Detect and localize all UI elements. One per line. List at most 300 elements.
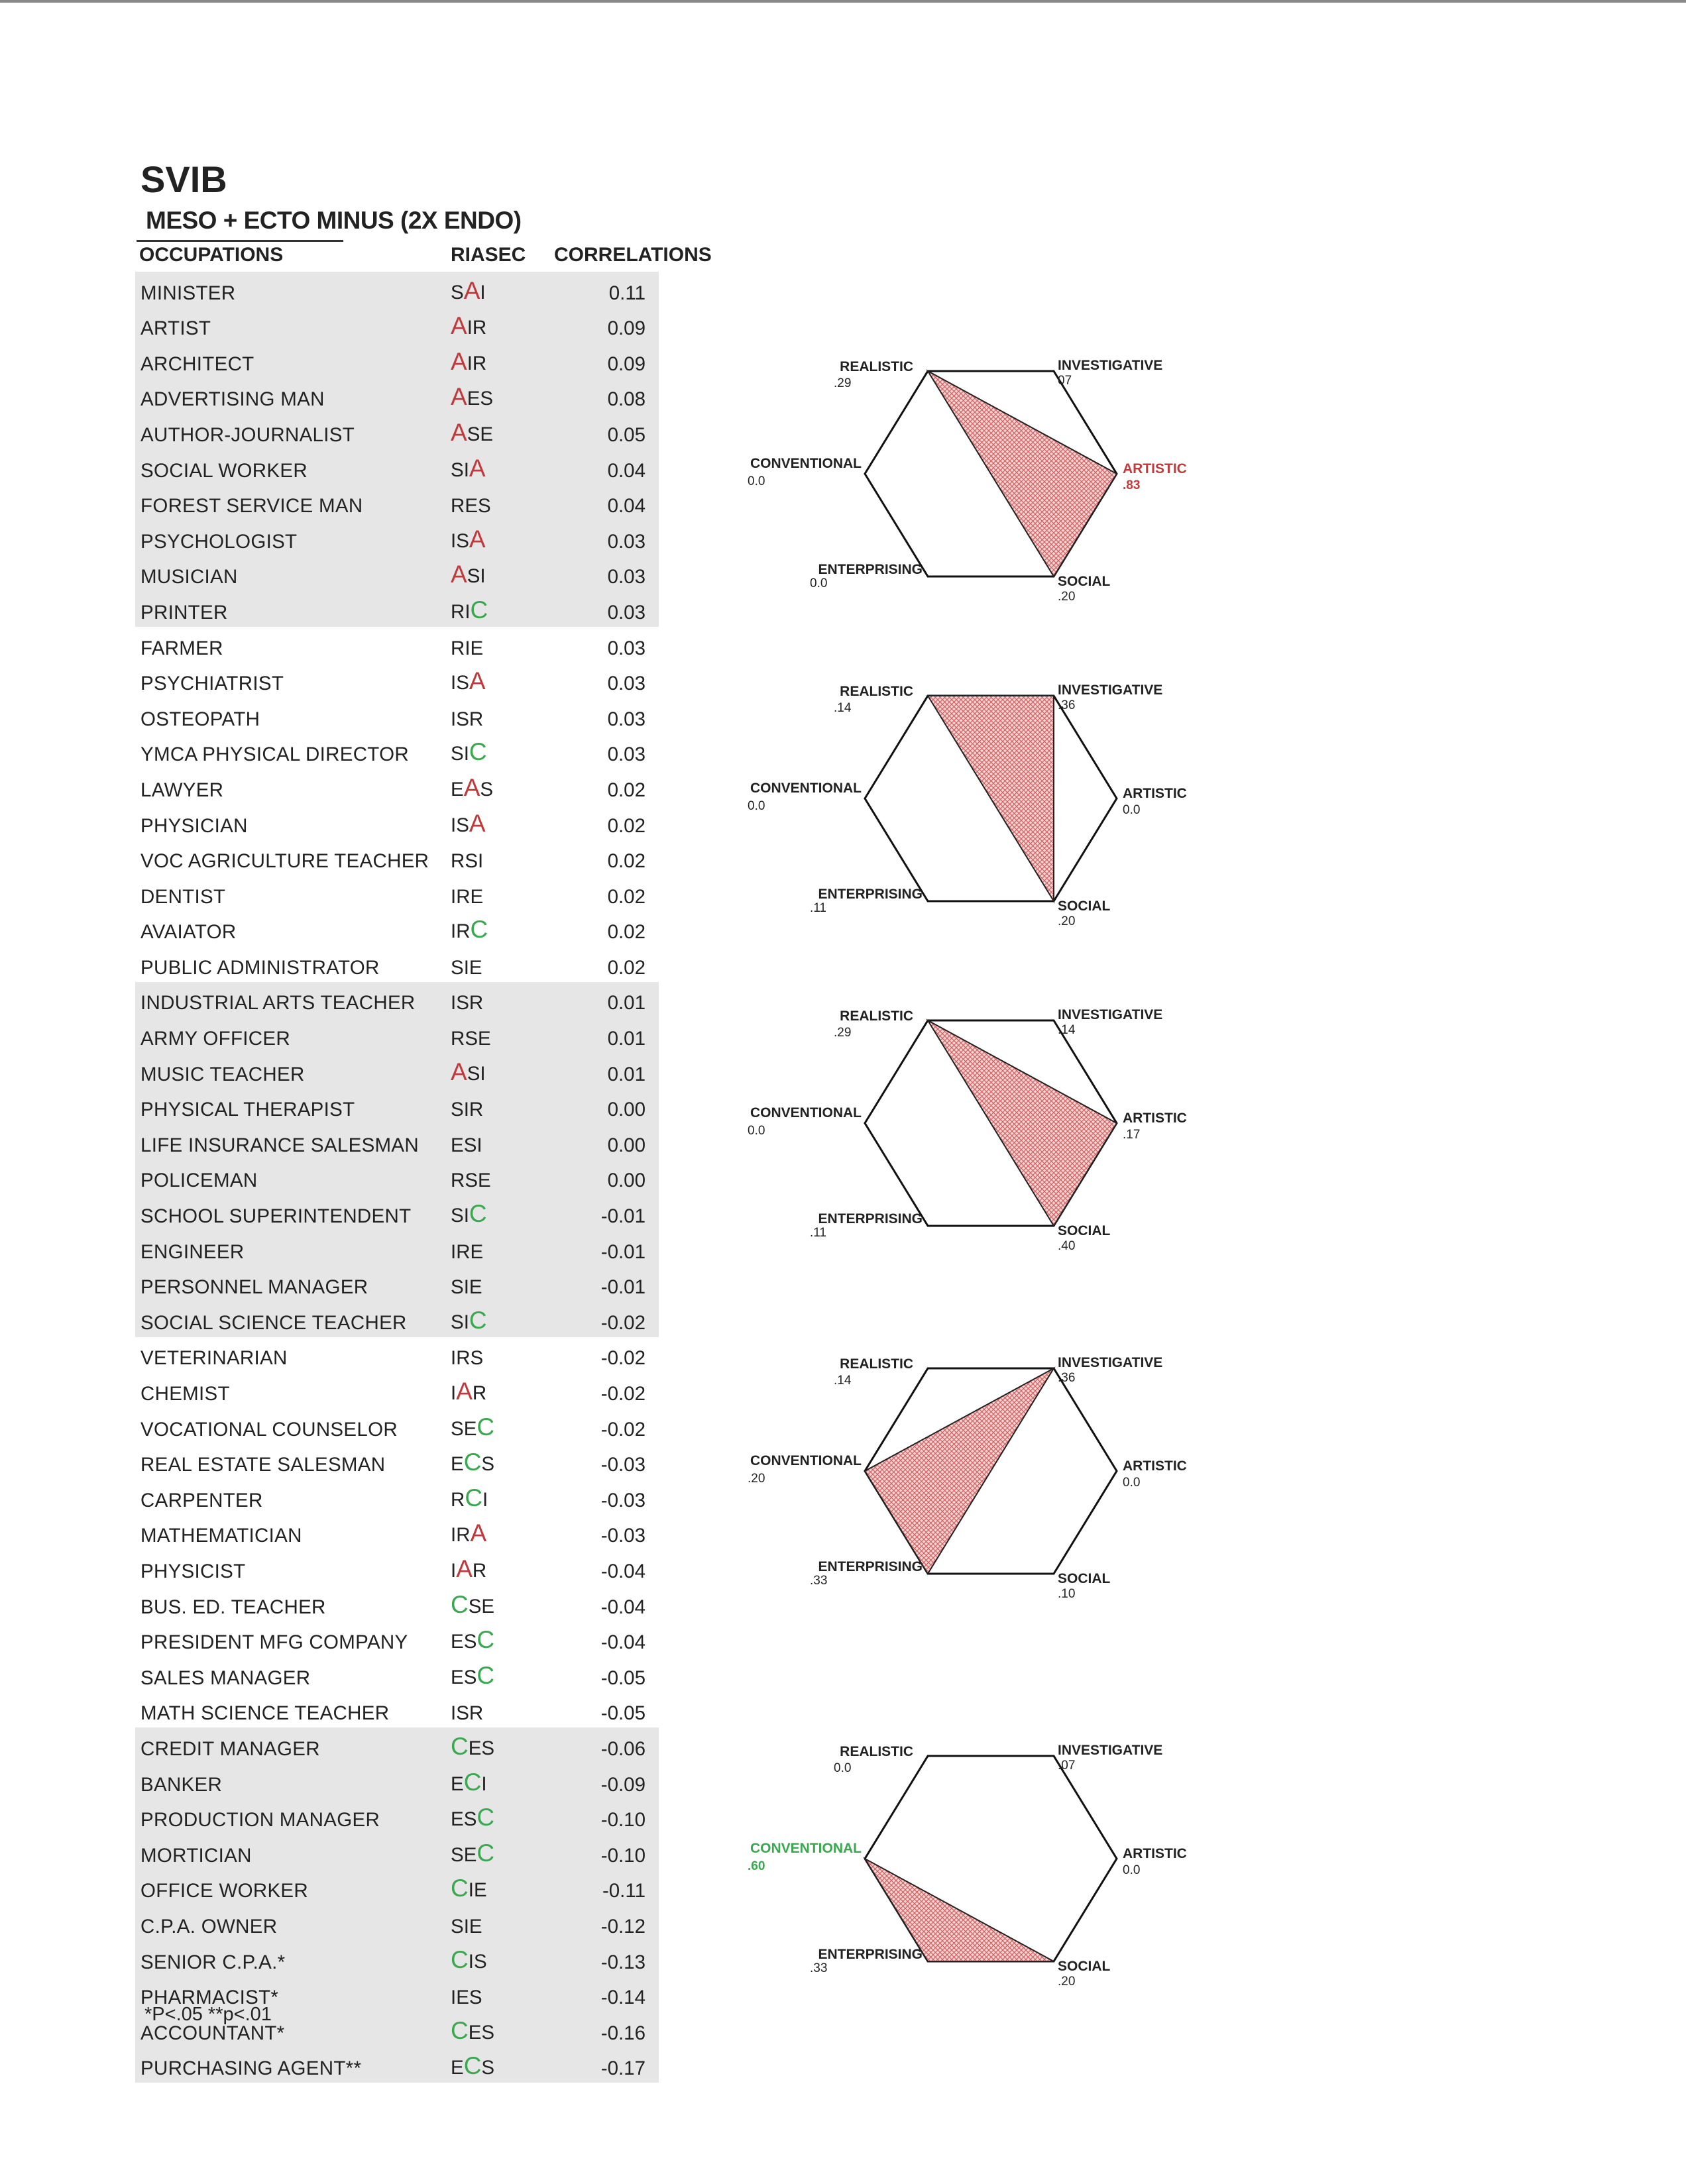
riasec-highlight-letter: A <box>469 454 486 482</box>
occupation-name: ARMY OFFICER <box>140 1028 290 1050</box>
occupation-name: C.P.A. OWNER <box>140 1915 278 1938</box>
occupation-name: POLICEMAN <box>140 1170 258 1192</box>
occupation-name: VOCATIONAL COUNSELOR <box>140 1418 398 1441</box>
hexagon-label-conventional: CONVENTIONAL <box>750 1841 862 1856</box>
riasec-code <box>451 637 483 660</box>
correlation-value: -0.02 <box>600 1347 646 1370</box>
riasec-code <box>451 455 486 482</box>
riasec-highlight-letter: C <box>463 2052 482 2080</box>
correlation-value: 0.02 <box>607 779 646 801</box>
hexagon-value-artistic: .83 <box>1123 478 1141 492</box>
hexagon-label-realistic: REALISTIC <box>840 359 913 374</box>
riasec-highlight-letter: A <box>469 667 486 695</box>
riasec-letter: E <box>451 1773 464 1795</box>
correlation-value: 0.01 <box>607 992 646 1014</box>
riasec-letter: S <box>456 672 469 694</box>
occupation-name: ARTIST <box>140 317 211 340</box>
hexagon-label-social: SOCIAL <box>1058 1959 1111 1974</box>
correlation-value: -0.02 <box>600 1418 646 1441</box>
table-row <box>135 804 659 840</box>
table-row <box>135 1337 659 1373</box>
correlation-value: 0.04 <box>607 459 646 482</box>
hexagon-plot-1 <box>729 338 1233 616</box>
occupation-name: PUBLIC ADMINISTRATOR <box>140 956 380 979</box>
table-row <box>135 698 659 734</box>
riasec-letter: I <box>480 281 486 303</box>
riasec-highlight-letter: A <box>451 418 467 446</box>
riasec-letter: S <box>463 1631 477 1653</box>
correlation-value: -0.14 <box>600 1987 646 2009</box>
hexagon-value-enterprising: .33 <box>810 1574 828 1588</box>
riasec-letter: I <box>478 850 484 873</box>
hexagon-value-investigative: .14 <box>1058 1023 1076 1037</box>
riasec-code <box>451 1946 487 1974</box>
riasec-letter: S <box>465 1028 478 1050</box>
correlation-value: -0.04 <box>600 1631 646 1654</box>
correlation-value: 0.00 <box>607 1099 646 1121</box>
riasec-code <box>451 1170 491 1192</box>
header-correlations: CORRELATIONS <box>554 244 712 266</box>
riasec-letter: E <box>470 637 484 659</box>
correlation-value: -0.01 <box>600 1276 646 1299</box>
riasec-letter: I <box>468 1950 474 1973</box>
riasec-letter: S <box>480 388 494 410</box>
hexagon-value-investigative: .36 <box>1058 1371 1076 1385</box>
correlation-value: -0.09 <box>600 1773 646 1796</box>
riasec-code <box>451 1804 494 1831</box>
riasec-letter: E <box>451 1134 464 1156</box>
header-occupations: OCCUPATIONS <box>139 244 284 266</box>
riasec-code <box>451 1448 494 1476</box>
riasec-code <box>451 667 486 695</box>
riasec-highlight-letter: C <box>463 1768 482 1796</box>
table-row <box>135 734 659 769</box>
riasec-letter: I <box>480 565 486 588</box>
hexagon-value-artistic: 0.0 <box>1123 1476 1141 1490</box>
riasec-letter: I <box>451 992 457 1014</box>
hexagon-label-enterprising: ENTERPRISING <box>818 1559 923 1574</box>
correlation-value: 0.03 <box>607 708 646 730</box>
correlation-value: -0.13 <box>600 1951 646 1973</box>
riasec-code <box>451 1555 486 1583</box>
riasec-code <box>451 1307 487 1335</box>
occupation-name: LIFE INSURANCE SALESMAN <box>140 1134 420 1156</box>
riasec-highlight-letter: A <box>463 276 480 304</box>
riasec-letter: I <box>451 672 457 694</box>
riasec-letter: I <box>451 1524 457 1547</box>
correlation-value: 0.03 <box>607 637 646 659</box>
riasec-highlight-letter: C <box>451 1590 469 1618</box>
hexagon-label-investigative: INVESTIGATIVE <box>1058 682 1163 698</box>
riasec-letter: S <box>480 778 494 800</box>
correlation-value: -0.10 <box>600 1809 646 1831</box>
correlation-value: 0.02 <box>607 956 646 979</box>
riasec-highlight-letter: C <box>477 1413 495 1441</box>
hexagon-label-realistic: REALISTIC <box>840 1009 913 1024</box>
riasec-code <box>451 738 487 766</box>
riasec-letter: I <box>463 1915 469 1938</box>
correlation-value: -0.04 <box>600 1596 646 1618</box>
riasec-letter: R <box>472 317 487 339</box>
riasec-letter: S <box>473 1950 487 1973</box>
occupation-name: PHYSICIST <box>140 1560 246 1582</box>
hexagon-value-realistic: .29 <box>834 1026 852 1040</box>
riasec-code <box>451 1241 483 1264</box>
riasec-letter: R <box>469 992 484 1014</box>
table-row <box>135 1124 659 1160</box>
riasec-letter: I <box>467 352 473 374</box>
riasec-letter: S <box>463 1808 477 1831</box>
riasec-letter: E <box>451 2057 464 2079</box>
hexagon-value-artistic: .17 <box>1123 1128 1141 1142</box>
riasec-letter: R <box>469 1099 484 1121</box>
riasec-letter: E <box>481 1595 495 1617</box>
riasec-code <box>451 708 483 731</box>
riasec-code <box>451 810 486 838</box>
riasec-letter: I <box>463 459 469 481</box>
occupation-name: ENGINEER <box>140 1240 245 1263</box>
occupation-name: CREDIT MANAGER <box>140 1737 320 1760</box>
riasec-letter: R <box>456 920 471 943</box>
riasec-letter: I <box>463 1276 469 1299</box>
subtitle-underline <box>137 240 343 242</box>
riasec-letter: E <box>463 1417 477 1440</box>
riasec-code <box>451 1733 494 1761</box>
riasec-letter: I <box>463 956 469 979</box>
riasec-code <box>451 774 493 802</box>
occupation-name: SALES MANAGER <box>140 1666 311 1689</box>
riasec-letter: E <box>480 423 494 445</box>
hexagon-label-social: SOCIAL <box>1058 899 1111 914</box>
hexagon-value-social: .20 <box>1058 914 1076 928</box>
correlation-value: 0.03 <box>607 566 646 588</box>
table-row <box>135 1089 659 1124</box>
hexagon-svg-5 <box>729 1723 1233 2001</box>
riasec-letter: E <box>468 1737 482 1759</box>
riasec-letter: I <box>467 317 473 339</box>
riasec-letter: S <box>451 743 464 765</box>
hexagon-label-artistic: ARTISTIC <box>1123 461 1187 476</box>
table-row <box>135 556 659 592</box>
riasec-letter: S <box>451 1417 464 1440</box>
occupation-name: PRODUCTION MANAGER <box>140 1809 380 1831</box>
table-row <box>135 1941 659 1977</box>
correlation-value: 0.05 <box>607 423 646 446</box>
riasec-letter: E <box>451 1808 464 1831</box>
occupation-name: BANKER <box>140 1773 223 1796</box>
riasec-letter: R <box>451 637 465 659</box>
table-row <box>135 1763 659 1799</box>
riasec-letter: R <box>469 1702 484 1725</box>
riasec-letter: S <box>467 423 480 445</box>
riasec-letter: S <box>463 1666 477 1688</box>
riasec-highlight-letter: A <box>469 809 486 837</box>
table-row <box>135 1053 659 1089</box>
hexagon-value-enterprising: 0.0 <box>810 576 828 590</box>
footnote: *P<.05 **p<.01 <box>144 2004 272 2025</box>
hexagon-value-artistic: 0.0 <box>1123 1863 1141 1877</box>
riasec-letter: S <box>481 2057 495 2079</box>
riasec-highlight-letter: C <box>477 1661 495 1689</box>
riasec-letter: R <box>456 1347 471 1370</box>
table-row <box>135 1905 659 1941</box>
riasec-letter: R <box>451 600 465 623</box>
hexagon-label-artistic: ARTISTIC <box>1123 1846 1187 1861</box>
table-row <box>135 1586 659 1621</box>
correlation-value: -0.02 <box>600 1383 646 1405</box>
correlation-value: 0.09 <box>607 317 646 340</box>
table-row <box>135 1870 659 1906</box>
correlation-value: 0.02 <box>607 885 646 908</box>
riasec-code <box>451 1028 491 1050</box>
riasec-letter: S <box>481 2021 495 2044</box>
riasec-letter: I <box>451 1347 457 1370</box>
occupation-name: MINISTER <box>140 282 236 304</box>
riasec-letter: S <box>456 529 469 552</box>
hexagon-label-realistic: REALISTIC <box>840 1356 913 1372</box>
riasec-code <box>451 1702 483 1725</box>
table-row <box>135 946 659 982</box>
riasec-code <box>451 348 486 376</box>
table-row <box>135 1621 659 1657</box>
occupation-name: PRINTER <box>140 601 228 624</box>
riasec-letter: S <box>456 992 469 1014</box>
correlation-value: -0.10 <box>600 1844 646 1867</box>
occupation-name: VOC AGRICULTURE TEACHER <box>140 850 429 873</box>
page-subtitle: MESO + ECTO MINUS (2X ENDO) <box>146 207 522 234</box>
riasec-letter: E <box>469 1915 482 1938</box>
riasec-code <box>451 916 488 944</box>
riasec-letter: R <box>451 1170 465 1192</box>
riasec-code <box>451 1875 487 1902</box>
riasec-letter: R <box>456 1524 471 1547</box>
hexagon-label-conventional: CONVENTIONAL <box>750 456 862 471</box>
riasec-letter: S <box>465 850 478 873</box>
riasec-code <box>451 1058 486 1086</box>
hexagon-value-artistic: 0.0 <box>1123 803 1141 817</box>
table-row <box>135 1799 659 1835</box>
riasec-letter: S <box>465 1170 478 1192</box>
table-row <box>135 875 659 911</box>
hexagon-label-social: SOCIAL <box>1058 574 1111 589</box>
hexagon-label-investigative: INVESTIGATIVE <box>1058 1007 1163 1022</box>
riasec-letter: I <box>451 1382 457 1404</box>
header-riasec: RIASEC <box>451 244 526 266</box>
table-row <box>135 769 659 804</box>
hexagon-value-conventional: .60 <box>748 1859 765 1873</box>
riasec-code <box>451 850 483 873</box>
riasec-letter: S <box>451 1276 464 1299</box>
hexagon-label-enterprising: ENTERPRISING <box>818 1211 923 1227</box>
riasec-letter: E <box>451 778 464 800</box>
riasec-letter: S <box>456 814 469 836</box>
table-row <box>135 627 659 663</box>
riasec-letter: S <box>451 459 464 481</box>
table-row <box>135 1372 659 1408</box>
riasec-letter: R <box>451 495 465 518</box>
riasec-letter: E <box>470 1240 484 1263</box>
correlation-value: 0.04 <box>607 495 646 518</box>
riasec-letter: S <box>451 281 464 303</box>
riasec-code <box>451 1662 494 1690</box>
correlation-value: 0.00 <box>607 1134 646 1156</box>
occupation-name: OFFICE WORKER <box>140 1880 309 1902</box>
riasec-letter: R <box>451 850 465 873</box>
riasec-highlight-letter: C <box>451 1732 469 1760</box>
hexagon-plot-3 <box>729 987 1233 1266</box>
riasec-code <box>451 383 493 411</box>
occupation-name: ACCOUNTANT* <box>140 2022 285 2044</box>
table-row <box>135 1195 659 1230</box>
correlation-value: -0.03 <box>600 1489 646 1511</box>
page-title: SVIB <box>140 158 227 200</box>
hexagon-plot-4 <box>729 1335 1233 1613</box>
correlation-value: -0.16 <box>600 2022 646 2044</box>
riasec-letter: I <box>463 743 469 765</box>
table-row <box>135 1017 659 1053</box>
riasec-code <box>451 957 482 979</box>
riasec-code <box>451 1626 494 1654</box>
hexagon-value-enterprising: .33 <box>810 1961 828 1975</box>
riasec-letter: S <box>481 1453 495 1476</box>
correlation-value: -0.17 <box>600 2057 646 2080</box>
table-row <box>135 1727 659 1763</box>
riasec-code <box>451 1591 494 1619</box>
riasec-letter: S <box>467 1062 480 1085</box>
riasec-code <box>451 419 493 447</box>
correlation-value: 0.03 <box>607 743 646 766</box>
riasec-letter: I <box>465 600 471 623</box>
riasec-letter: I <box>451 814 457 836</box>
riasec-highlight-letter: C <box>469 738 487 766</box>
riasec-highlight-letter: A <box>470 1519 487 1547</box>
hexagon-label-social: SOCIAL <box>1058 1223 1111 1238</box>
riasec-letter: E <box>463 1843 477 1866</box>
riasec-highlight-letter: C <box>469 1306 487 1334</box>
hexagon-value-social: .20 <box>1058 590 1076 604</box>
hexagon-value-enterprising: .11 <box>810 901 827 915</box>
riasec-highlight-letter: A <box>456 1555 473 1582</box>
correlation-value: 0.11 <box>608 282 646 304</box>
riasec-letter: I <box>481 1773 487 1795</box>
correlation-value: -0.01 <box>600 1240 646 1263</box>
riasec-code <box>451 1276 482 1299</box>
riasec-letter: R <box>472 1382 487 1404</box>
riasec-code <box>451 1769 487 1796</box>
occupation-name: VETERINARIAN <box>140 1347 288 1370</box>
hexagon-svg-1 <box>729 338 1233 616</box>
occupation-name: LAWYER <box>140 779 224 801</box>
riasec-letter: E <box>478 1170 491 1192</box>
table-row <box>135 449 659 485</box>
table-row <box>135 272 659 307</box>
occupation-name: PURCHASING AGENT** <box>140 2057 362 2080</box>
riasec-letter: I <box>451 1702 457 1725</box>
riasec-highlight-letter: A <box>469 525 486 553</box>
correlation-value: 0.03 <box>607 601 646 624</box>
occupation-name: PHYSICIAN <box>140 814 248 837</box>
table-row <box>135 1692 659 1728</box>
riasec-letter: R <box>451 1028 465 1050</box>
hexagon-value-realistic: .29 <box>834 376 852 390</box>
riasec-code <box>451 992 483 1014</box>
correlation-value: 0.08 <box>607 388 646 411</box>
hexagon-value-conventional: 0.0 <box>748 799 765 813</box>
occupation-name: SENIOR C.P.A.* <box>140 1951 286 1973</box>
correlation-value: -0.02 <box>600 1311 646 1334</box>
riasec-highlight-letter: C <box>463 1448 482 1476</box>
riasec-letter: S <box>451 1915 464 1938</box>
riasec-letter: I <box>477 1134 482 1156</box>
table-row <box>135 2048 659 2083</box>
riasec-letter: S <box>451 1205 464 1227</box>
riasec-letter: E <box>465 495 478 518</box>
table-row <box>135 663 659 698</box>
table-row <box>135 591 659 627</box>
occupation-name: REAL ESTATE SALESMAN <box>140 1454 386 1476</box>
riasec-letter: I <box>451 529 457 552</box>
table-row <box>135 520 659 556</box>
riasec-letter: S <box>470 1347 484 1370</box>
riasec-letter: I <box>463 1205 469 1227</box>
correlation-value: -0.01 <box>600 1205 646 1228</box>
riasec-highlight-letter: C <box>477 1839 495 1867</box>
riasec-highlight-letter: A <box>451 347 467 375</box>
table-row <box>135 378 659 414</box>
hexagon-label-conventional: CONVENTIONAL <box>750 1105 862 1120</box>
riasec-code <box>451 561 486 588</box>
correlation-value: 0.00 <box>607 1170 646 1192</box>
correlation-value: -0.04 <box>600 1560 646 1582</box>
occupation-table <box>135 272 659 2083</box>
riasec-highlight-letter: C <box>470 916 488 944</box>
table-row <box>135 1444 659 1480</box>
correlation-value: 0.02 <box>607 921 646 944</box>
occupation-name: SCHOOL SUPERINTENDENT <box>140 1205 412 1228</box>
riasec-letter: S <box>451 1843 464 1866</box>
correlation-value: -0.03 <box>600 1525 646 1547</box>
riasec-letter: R <box>456 885 471 908</box>
occupation-name: PERSONNEL MANAGER <box>140 1276 368 1299</box>
correlation-value: 0.03 <box>607 530 646 553</box>
riasec-letter: R <box>456 1240 471 1263</box>
riasec-code <box>451 1519 486 1547</box>
riasec-letter: E <box>473 1879 487 1902</box>
occupation-name: FARMER <box>140 637 223 659</box>
riasec-letter: E <box>467 388 480 410</box>
occupation-name: PHYSICAL THERAPIST <box>140 1099 355 1121</box>
hexagon-label-realistic: REALISTIC <box>840 1744 913 1759</box>
occupation-name: PRESIDENT MFG COMPANY <box>140 1631 408 1654</box>
occupation-name: SOCIAL SCIENCE TEACHER <box>140 1311 407 1334</box>
riasec-code <box>451 596 488 624</box>
correlation-value: -0.12 <box>600 1915 646 1938</box>
riasec-code <box>451 525 486 553</box>
occupation-name: AUTHOR-JOURNALIST <box>140 423 355 446</box>
riasec-code <box>451 495 491 518</box>
hexagon-label-realistic: REALISTIC <box>840 684 913 699</box>
riasec-letter: I <box>451 1559 457 1582</box>
table-row <box>135 1657 659 1692</box>
occupation-name: AVAIATOR <box>140 921 237 944</box>
riasec-letter: S <box>456 1702 469 1725</box>
correlation-value: -0.05 <box>600 1702 646 1725</box>
hexagon-svg-4 <box>729 1335 1233 1613</box>
riasec-letter: E <box>451 1453 464 1476</box>
riasec-highlight-letter: A <box>456 1378 473 1405</box>
occupation-name: PHARMACIST* <box>140 1987 279 2009</box>
occupation-name: ARCHITECT <box>140 353 254 375</box>
